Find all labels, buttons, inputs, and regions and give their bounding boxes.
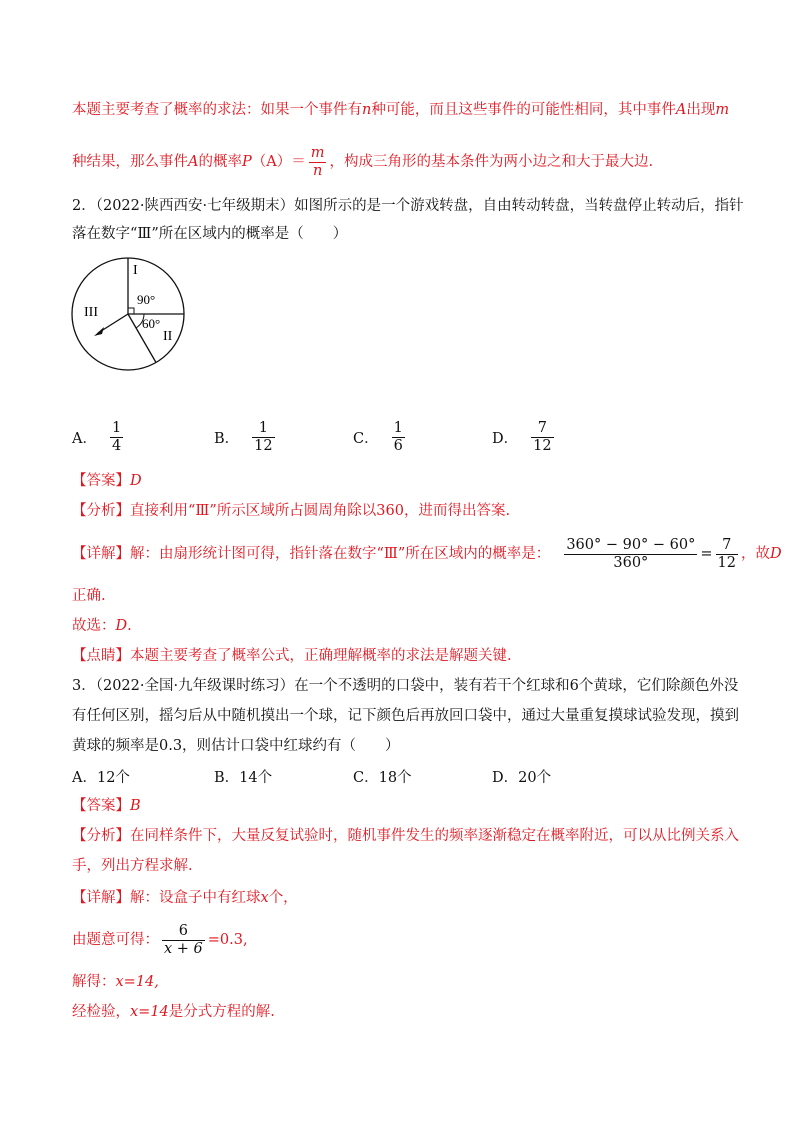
frac-numerator: 1 [393,420,403,436]
var-P: P [241,154,252,170]
answer-tag: 【答案】 [72,473,130,489]
option-text: 14个 [239,770,273,786]
intro-text: 的概率 [198,154,242,170]
check-value: x=14 [130,1004,169,1020]
intro-text: ，构成三角形的基本条件为两小边之和大于最大边. [329,154,654,170]
q3-equation [72,920,248,960]
q3-answer [72,796,141,816]
fraction-m-over-n [309,145,327,180]
detail-tag: 【详解】 [72,890,130,906]
option-text: 12个 [96,770,130,786]
frac-numerator: 1 [111,420,122,436]
var-A: A [188,154,199,170]
q3-stem-line-1: 3．（2022·全国·九年级课时练习）在一个不透明的口袋中，装有若干个红球和6个黄球，它们除颜色外没 [72,678,739,694]
answer-value: D [130,473,142,489]
intro-text: 种可能，而且这些事件的可能性相同，其中事件 [371,102,676,118]
q3-detail [72,888,298,908]
var-n: n [362,102,372,118]
frac-denominator: 6 [393,438,403,454]
check-prefix: 经检验， [72,1004,130,1020]
q3-stem-line-2: 有任何区别，摇匀后从中随机摸出一个球，记下颜色后再放回口袋中，通过大量重复摸球试验发现，摸到 [72,708,739,724]
intro-line-2 [72,144,653,180]
check-suffix: 是分式方程的解. [168,1004,275,1020]
analysis-text: 直接利用“Ⅲ”所示区域所占圆周角除以360，进而得出答案. [130,503,511,519]
q3-analysis-line-2: 手，列出方程求解. [72,858,193,874]
intro-text: 种结果，那么事件 [72,154,188,170]
option-fraction [392,420,405,455]
option-label: B． [214,770,240,786]
var-A: A [675,102,687,118]
choose-text: 故选： [72,618,116,634]
solve-prefix: 解得： [72,974,116,990]
frac-numerator: 360° − 90° − 60° [566,536,696,553]
choose-end: . [127,618,132,634]
option-label: C． [353,431,379,447]
pointer-arrowhead [94,327,104,336]
frac-numerator: 6 [162,923,205,941]
equation-prefix: 由题意可得： [72,932,159,948]
equals-sign: = [700,546,713,562]
option-fraction [531,420,553,455]
var-m: m [715,102,730,118]
q2-stem-line-2: 落在数字“Ⅲ”所在区域内的概率是（ ） [72,226,348,242]
option-label: D． [492,770,519,786]
q2-option-a[interactable] [72,420,126,455]
frac-denominator: 12 [717,554,736,571]
q3-option-c[interactable] [353,766,412,787]
intro-line-1 [72,100,729,120]
q2-option-b[interactable] [214,420,278,455]
q2-comment [72,646,512,666]
option-text: 18个 [378,770,412,786]
option-label: C． [353,770,379,786]
q3-check [72,1002,275,1022]
q3-option-a[interactable] [72,766,130,787]
q3-stem-line-3: 黄球的频率是0.3，则估计口袋中红球约有（ ） [72,738,400,754]
q2-stem-line-1: 2．（2022·陕西西安·七年级期末）如图所示的是一个游戏转盘，自由转动转盘，当转盘停止转动后，指针 [72,198,744,214]
detail-answer: D [770,546,782,562]
angle-label-90: 90° [137,292,156,307]
q2-option-d[interactable] [492,420,557,455]
var-x: x [260,890,269,906]
detail-tag: 【详解】 [72,546,130,562]
answer-tag: 【答案】 [72,798,130,814]
detail-fraction [564,537,697,572]
frac-numerator: 1 [252,420,274,438]
angle-label-60: 60° [142,316,161,331]
intro-text: （A）＝ [251,154,306,170]
frac-denominator: 12 [533,438,552,454]
spinner-diagram [70,256,200,376]
option-label: A． [72,770,97,786]
frac-denominator: x + 6 [164,940,203,957]
q2-analysis [72,501,510,521]
comment-text: 本题主要考查了概率公式，正确理解概率的求法是解题关键. [130,648,512,664]
solve-value: x=14, [115,974,159,990]
frac-denominator: 12 [254,438,273,454]
q2-detail [72,534,782,574]
intro-text: 本题主要考查了概率的求法：如果一个事件有 [72,102,362,118]
q3-option-d[interactable] [492,766,551,787]
detail-text: 个， [268,890,298,906]
detail-text: 解：设盒子中有红球 [130,890,261,906]
option-fraction [252,420,274,455]
intro-text: 出现 [686,102,716,118]
q3-option-b[interactable] [214,766,272,787]
answer-value: B [130,798,141,814]
frac-numerator: 7 [531,420,553,438]
region-label-I: I [133,263,138,278]
equation-fraction [162,923,205,958]
q2-detail-line-2: 正确. [72,588,106,604]
region-label-III: III [84,305,98,320]
comment-tag: 【点睛】 [72,648,130,664]
option-label: A． [72,431,97,447]
option-label: D． [492,431,519,447]
detail-text: 解：由扇形统计图可得，指针落在数字“Ⅲ”所在区域内的概率是： [130,546,551,562]
choose-answer: D [115,618,128,634]
option-text: 20个 [518,770,552,786]
detail-fraction-result [716,537,738,572]
analysis-tag: 【分析】 [72,828,130,844]
frac-denominator: 360° [613,554,649,571]
detail-text: ，故 [741,546,770,562]
right-angle-mark [128,308,134,314]
q3-analysis-line-1 [72,826,739,846]
frac-denominator: n [312,162,323,179]
q2-choose [72,616,132,636]
region-label-II: II [163,329,173,344]
option-fraction [110,420,123,455]
option-label: B． [214,431,240,447]
frac-numerator: m [310,144,325,161]
frac-denominator: 4 [111,438,122,454]
q2-answer [72,471,142,491]
q3-solve [72,972,159,992]
frac-numerator: 7 [716,537,738,555]
equation-suffix: =0.3, [207,932,248,948]
analysis-text: 在同样条件下，大量反复试验时，随机事件发生的频率逐渐稳定在概率附近，可以从比例关系入 [130,828,739,844]
q2-option-c[interactable] [353,420,408,455]
analysis-tag: 【分析】 [72,503,130,519]
